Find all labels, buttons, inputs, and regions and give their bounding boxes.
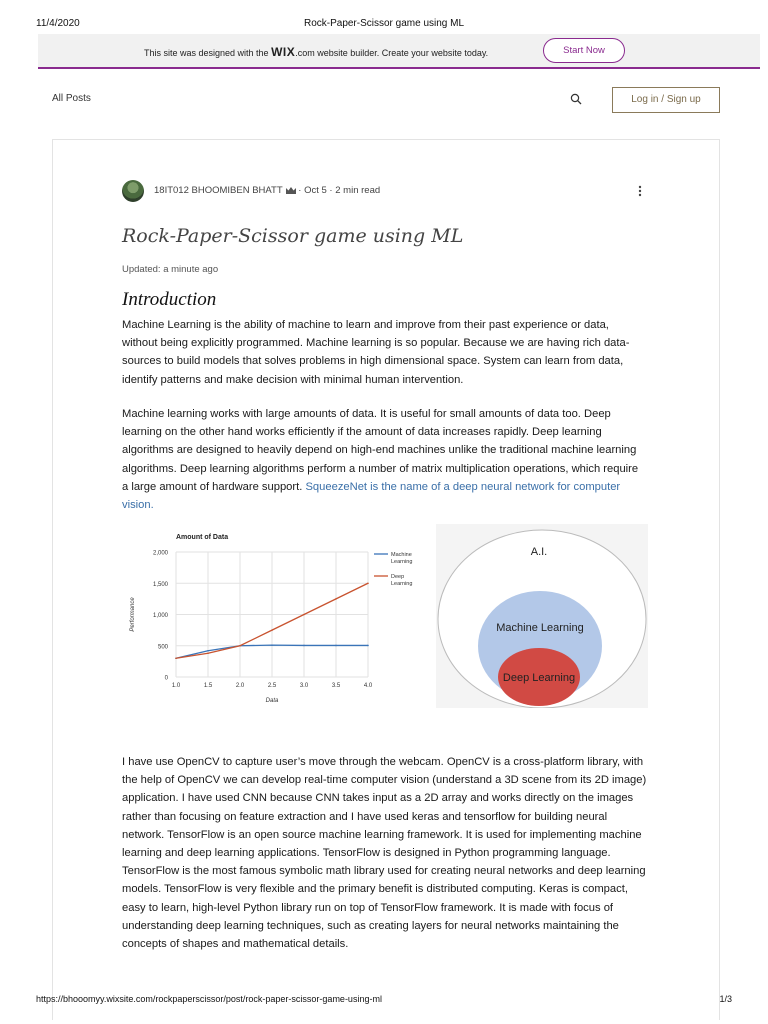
chart-title: Amount of Data [176, 534, 229, 541]
search-icon[interactable] [570, 93, 582, 105]
data-point [303, 645, 305, 647]
legend-label: Learning [391, 581, 413, 587]
y-tick-label: 1,000 [152, 613, 168, 619]
ai-venn-diagram [436, 524, 648, 708]
x-tick-label: 3.0 [299, 683, 309, 689]
data-point [335, 598, 337, 600]
print-date: 11/4/2020 [36, 18, 80, 29]
data-point [367, 582, 369, 584]
squeezenet-link[interactable]: SqueezeNet is the name of a deep neural network for computer vision. [122, 480, 621, 512]
x-tick-label: 2.0 [235, 683, 245, 689]
wix-logo: WIX [271, 45, 296, 59]
x-tick-label: 1.0 [171, 683, 181, 689]
banner-text-before: This site was designed with the [144, 48, 272, 58]
meta-separator: · [326, 185, 336, 196]
paragraph-deep-learning [122, 405, 647, 514]
print-title: Rock-Paper-Scissor game using ML [303, 18, 465, 29]
x-axis-label: Data [265, 698, 279, 704]
data-point [335, 645, 337, 647]
y-axis-label: Performance [130, 597, 136, 632]
all-posts-link[interactable]: All Posts [52, 93, 91, 104]
x-tick-label: 1.5 [203, 683, 213, 689]
banner-text-after: .com website builder. Create your website today. [295, 48, 489, 58]
machine-learning-label: Machine Learning [496, 622, 584, 634]
data-point [303, 614, 305, 616]
paragraph-text: Machine learning works with large amounts of data. It is useful for small amounts of data too. Deep learning on the other hand works efficiently if the amount of data increases rapidly. Deep learning algorithms are designed to heavily depend on high-end machines unlike the traditional machine learning algorithms. Deep learning algorithms perform a number of matrix multiplication operations, which require a large amount of hardware support. [122, 408, 639, 493]
print-page-number: 1/3 [719, 994, 732, 1004]
legend-label: Learning [391, 559, 413, 565]
data-point [207, 652, 209, 654]
y-tick-label: 2,000 [152, 550, 168, 557]
x-tick-label: 3.5 [331, 683, 341, 689]
print-footer-url: https://bhooomyy.wixsite.com/rockpaperscissor/post/rock-paper-scissor-game-using-ml [36, 994, 382, 1004]
venn-svg [436, 524, 648, 708]
post-date: Oct 5 [304, 185, 327, 196]
y-tick-label: 0 [164, 675, 168, 682]
y-tick-label: 1,500 [152, 581, 168, 588]
legend-label: Deep [391, 574, 405, 580]
data-point [367, 645, 369, 647]
data-point [239, 645, 241, 647]
y-tick-label: 500 [157, 644, 168, 651]
paragraph-opencv: I have use OpenCV to capture user’s move through the webcam. OpenCV is a cross-platform library, with the help of OpenCV we can develop real-time computer vision (understand a 3D scene from its 2D image) application. I have used CNN because CNN takes input as a 2D array and works directly on the images rather than focusing on feature extraction and I have used keras and tensorflow for building neural network. TensorFlow is an open source machine learning framework. It is used for implementing machine learning and deep learning applications. TensorFlow is designed in Python programming language. TensorFlow is the most famous symbolic math library used for creating neural networks and deep learning models. TensorFlow is very flexible and the primary benefit is distributed computing. Keras is compact, easy to learn, high-level Python library run on top of TensorFlow framework. It is made with focus of understanding deep learning techniques, such as creating layers for neural networks maintaining the concepts of shapes and mathematical details. [122, 756, 647, 951]
legend-label: Machine [391, 552, 412, 558]
data-point [271, 629, 273, 631]
meta-separator: · [295, 185, 305, 196]
wix-banner [38, 34, 760, 69]
post-meta [154, 185, 380, 196]
paragraph-intro: Machine Learning is the ability of machine to learn and improve from their past experience or data, without being explicitly programmed. Machine learning is so popular. Because we are having rich data-sources to build models that solves problems in high dimensional space. System can learn from data, identify patterns and make decision with minimal human intervention. [122, 319, 630, 386]
crown-icon [286, 187, 296, 194]
deep-learning-label: Deep Learning [502, 672, 576, 684]
start-now-button[interactable]: Start Now [543, 38, 625, 63]
performance-chart [122, 524, 424, 708]
banner-text [144, 45, 488, 59]
ai-label: A.I. [530, 546, 548, 558]
read-time: 2 min read [335, 185, 381, 196]
chart-svg [122, 524, 424, 708]
author-avatar[interactable] [122, 180, 144, 202]
post-title: Rock-Paper-Scissor game using ML [122, 225, 464, 247]
x-tick-label: 4.0 [363, 683, 373, 689]
login-signup-button[interactable]: Log in / Sign up [612, 87, 720, 113]
updated-label: Updated: a minute ago [122, 264, 219, 275]
more-options-icon[interactable] [637, 184, 643, 198]
data-point [175, 657, 177, 659]
data-point [207, 650, 209, 652]
data-point [271, 644, 273, 646]
section-heading: Introduction [122, 289, 217, 310]
x-tick-label: 2.5 [267, 683, 277, 689]
author-name[interactable]: 18IT012 BHOOMIBEN BHATT [154, 185, 283, 196]
